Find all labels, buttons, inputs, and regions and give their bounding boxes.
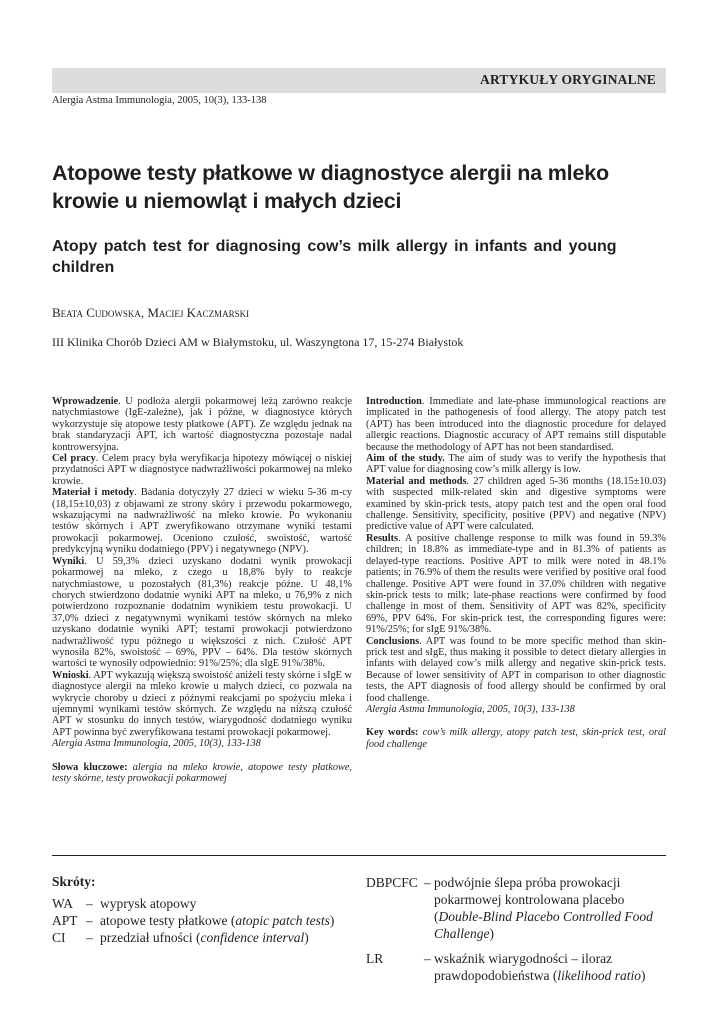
definition-text: wskaźnik wiarygodności – iloraz prawdopodobieństwa ( [434, 951, 613, 983]
results-label: Results [366, 532, 399, 544]
aim-text: . Celem pracy była weryfikacja hipotezy mówiącej o niskiej przydatności APT w diagnostyce nadwrażliwości pokarmowej na mleko krowie. [52, 453, 353, 487]
abbreviation-key: DBPCFC [366, 875, 418, 890]
keywords-label: Słowa kluczowe: [52, 761, 128, 773]
abstract-en-results [366, 533, 666, 636]
intro-text: . Immediate and late-phase immunological reactions are implicated in the pathogenesis of food allergy. The atopy patch test (APT) has been introduced into the diagnostic procedure for delayed allergic reactions. Diagnostic accuracy of APT remains still disputable because the methodology of APT has not been standardised. [366, 396, 666, 453]
definition-english: likelihood ratio [557, 968, 641, 983]
definition-text: podwójnie ślepa próba prowokacji pokarmowej kontrolowana placebo ( [434, 875, 625, 924]
aim-label: Cel pracy [52, 453, 96, 465]
definition-tail: ) [329, 913, 335, 928]
conclusions-label: Conclusions [366, 635, 420, 647]
aim-label: Aim of the study. [366, 453, 445, 465]
abstract-en-intro [366, 396, 666, 453]
keywords-english [366, 727, 666, 750]
definition-tail: ) [489, 926, 494, 941]
abstract-pl-results [52, 556, 352, 670]
keywords-text: cow’s milk allergy, atopy patch test, skin-prick test, oral food challenge [366, 727, 667, 750]
abstract-pl-citation: Alergia Astma Immunologia, 2005, 10(3), 133-138 [52, 738, 261, 750]
methods-text: . Badania dotyczyły 27 dzieci w wieku 5-36 m-cy (18,15±10,03) z objawami ze strony skóry i przewodu pokarmowego, wskazującymi na nadwrażliwość na mleko krowie. Po wykonaniu testów skórnych i APT zweryfikowano otrzymane wyniki testami prowokacji pokarmowej. Oceniono czułość, swoistość, wartość predykcyjną wyniku dodatniego (PPV) i negatywnego (NPV). [52, 487, 352, 556]
abbreviation-row [366, 874, 666, 942]
abbreviation-row [52, 895, 334, 912]
intro-label: Wprowadzenie [52, 396, 119, 407]
abbreviation-key: LR [366, 951, 384, 966]
conclusions-label: Wnioski [52, 669, 89, 681]
intro-label: Introduction [366, 396, 422, 407]
methods-label: Materiał i metody [52, 487, 135, 499]
abbreviation-dash: – [86, 896, 93, 911]
title-english: Atopy patch test for diagnosing cow’s milk allergy in infants and young children [52, 238, 617, 276]
results-text: . U 59,3% dzieci uzyskano dodatni wynik prowokacji pokarmowej na mleko, z czego u 18,8% były to reakcje natychmiastowe, u pozostałych (81,3%) reakcje późne. U 48,1% chorych stwierdzono dodatnie wyniki APT na mleko, u 76,9% z nich potwierdzono rozpoznanie dodatnim wynikiem testu prowokacji. U 37,0% dzieci z negatywnymi wynikami testów skórnych na mleko uzyskano dodatnie wyniki APT; testami prowokacji potwierdzono nadwrażliwość typu późnego u większości z nich. Czułość APT wynosiła 82%, swoistość – 69%, PPV – 64%. Dla testów skórnych wartości te wynosiły odpowiednio: 91%/25%; dla sIgE 91%/38%. [52, 555, 352, 670]
abbreviations-right [366, 874, 666, 984]
affiliation: III Klinika Chorób Dzieci AM w Białymstoku, ul. Waszyngtona 17, 15-274 Białystok [52, 335, 464, 349]
abbreviations-left [52, 895, 334, 946]
definition-text: przedział ufności ( [100, 930, 201, 945]
definition-text: atopowe testy płatkowe ( [100, 913, 236, 928]
abstract-pl-conclusions [52, 670, 352, 738]
abbreviation-row [52, 929, 334, 946]
abbreviation-row [52, 912, 334, 929]
conclusions-text: . APT was found to be more specific method than skin-prick test and sIgE, thus making it possible to detect dietary allergies in infants with delayed cow’s milk allergy and negative skin-prick tests. Because of lower sensitivity of APT in comparison to other diagnostic tests, the APT diagnosis of food allergy should be confirmed by oral food challenge. [366, 635, 666, 704]
abstract-pl-aim [52, 453, 352, 487]
definition-text: wyprysk atopowy [100, 896, 197, 911]
abstract-en-methods [366, 476, 666, 533]
abbreviation-definition [100, 912, 334, 929]
section-divider [52, 855, 666, 856]
abbreviation-definition [100, 895, 334, 912]
abbreviation-dash: – [424, 951, 431, 966]
definition-english: confidence interval [200, 930, 305, 945]
abbreviation-definition [434, 950, 666, 984]
results-label: Wyniki [52, 555, 85, 567]
results-text: . A positive challenge response to milk was found in 59.3% children; in 18.8% as immediate-type and in 81.3% of patients as delayed-type reactions. Positive APT to milk were noted in 48.1% patients; in 76.9% of them the results were verified by positive oral food challenge. Positive APT were found in 37.0% children with negative skin-prick tests to milk; late-phase reactions were confirmed by food challenge in most of them. Sensitivity of APT was 82%, specificity 69%, PPV 64%. For skin-prick test, the corresponding figures were: 91%/25%; for sIgE 91%/38%. [366, 532, 666, 636]
row-gap [366, 942, 666, 950]
abbreviation-dash: – [86, 913, 93, 928]
abbreviation-key: APT [52, 913, 78, 928]
abbreviations-heading: Skróty: [52, 874, 96, 889]
abbreviation-key: WA [52, 896, 73, 911]
keywords-polish [52, 762, 352, 785]
definition-english: Double-Blind Placebo Controlled Food Challenge [434, 909, 653, 941]
abbreviation-dash: – [86, 930, 93, 945]
section-band [52, 68, 666, 93]
intro-text: . U podłoża alergii pokarmowej leżą zarówno reakcje natychmiastowe (IgE-zależne), jak i późne, w diagnostyce których wykorzystuje się atopowe testy płatkowe (APT). Ze względu jednak na brak standaryzacji APT, ich wartość diagnostyczna pozostaje nadal kontrowersyjna. [52, 396, 352, 453]
abbreviation-key: CI [52, 930, 66, 945]
abbreviation-definition [434, 874, 666, 942]
keywords-text: alergia na mleko krowie, atopowe testy płatkowe, testy skórne, testy prowokacji pokarmowej [52, 761, 353, 784]
title-polish: Atopowe testy płatkowe w diagnostyce alergii na mleko krowie u niemowląt i małych dzieci [52, 161, 609, 213]
abbreviation-definition [100, 929, 334, 946]
methods-label: Material and methods [366, 475, 467, 487]
definition-tail: ) [640, 968, 646, 983]
abstract-polish [52, 396, 352, 784]
abstract-pl-intro [52, 396, 352, 453]
definition-english: atopic patch tests [235, 913, 330, 928]
authors: Beata Cudowska, Maciej Kaczmarski [52, 305, 250, 320]
abstract-en-conclusions [366, 636, 666, 704]
abstract-en-citation: Alergia Astma Immunologia, 2005, 10(3), 133-138 [366, 703, 575, 715]
keywords-label: Key words: [366, 727, 419, 739]
section-label: ARTYKUŁY ORYGINALNE [480, 72, 656, 87]
definition-tail: ) [304, 930, 309, 945]
journal-citation: Alergia Astma Immunologia, 2005, 10(3), 133-138 [52, 95, 267, 106]
methods-text: . 27 children aged 5-36 months (18.15±10.03) with suspected milk-related skin and digestive symptoms were examined by skin-prick tests, atopy patch test and the open oral food challenge. Sensitivity, specificity, positive (PPV) and negative (NPV) predictive value of APT were calculated. [366, 475, 666, 533]
abbreviation-dash: – [424, 875, 431, 890]
abbreviation-row [366, 950, 666, 984]
abstract-en-aim [366, 453, 666, 476]
conclusions-text: . APT wykazują większą swoistość aniżeli testy skórne i sIgE w diagnostyce alergii na mleko krowie u małych dzieci, co pozwala na wykrycie choroby u dzieci z późnymi reakcjami po spożyciu mleka i ujemnymi wynikami testów skórnych. Ze względu na niższą czułość APT w stosunku do innych testów, wiarygodność dodatniego wyniku APT powinna być zweryfikowana testami prowokacji pokarmowej. [52, 669, 352, 738]
abstract-english [366, 396, 666, 750]
abstract-pl-methods [52, 487, 352, 555]
aim-text: The aim of study was to verify the hypothesis that APT value for diagnosing cow’s milk allergy is low. [366, 453, 666, 476]
